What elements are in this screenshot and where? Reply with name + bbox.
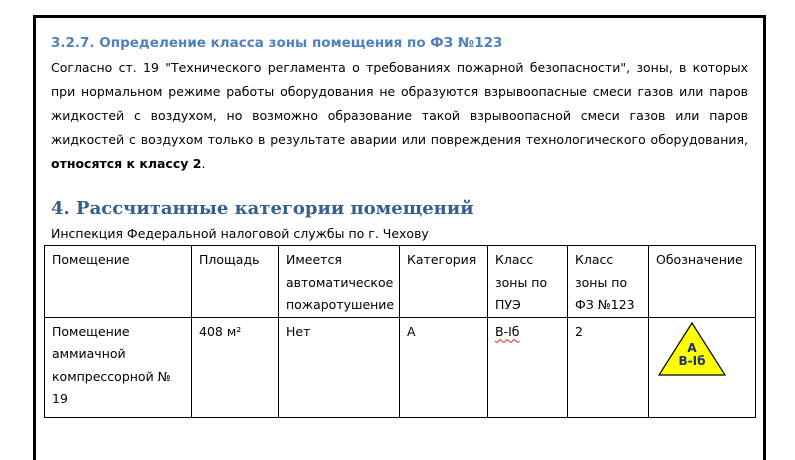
cell-area: 408 м²	[192, 317, 279, 417]
chapter-subtitle: Инспекция Федеральной налоговой службы по г. Чехову	[51, 226, 429, 241]
header-cell-area: Площадь	[192, 246, 279, 318]
hazard-triangle-sign	[657, 321, 727, 379]
header-cell-pue-class: Класс зоны по ПУЭ	[488, 246, 568, 318]
paragraph-text: Согласно ст. 19 "Технического регламента о требованиях пожарной безопасности", зоны, в которых при нормальном режиме работы оборудования не образуются взрывоопасные смеси газов или паров жидкостей с воздухом, но возможно образование такой взрывоопасной смеси газов или паров жидкостей с воздухом только в результате аварии или повреждения технологического оборудования,	[51, 60, 748, 147]
cell-category: А	[400, 317, 488, 417]
section-paragraph	[51, 56, 748, 176]
cell-pue-class	[488, 317, 568, 417]
pue-class-value: В-Iб	[495, 323, 520, 339]
cell-designation	[649, 317, 756, 417]
header-cell-category: Категория	[400, 246, 488, 318]
header-cell-auto-extinguish: Имеется автоматическое пожаротушение	[279, 246, 400, 318]
table-header-row	[45, 246, 756, 318]
header-cell-fz123-class: Класс зоны по ФЗ №123	[568, 246, 649, 318]
paragraph-end: .	[201, 156, 206, 171]
cell-auto-extinguish: Нет	[279, 317, 400, 417]
cell-room: Помещение аммиачной компрессорной № 19	[45, 317, 192, 417]
section-heading: 3.2.7. Определение класса зоны помещения по ФЗ №123	[51, 35, 503, 51]
header-cell-room: Помещение	[45, 246, 192, 318]
table-row	[45, 317, 756, 417]
categories-table	[44, 245, 756, 418]
paragraph-bold-text: относятся к классу 2	[51, 156, 202, 171]
sign-class-label: В-Iб	[678, 353, 706, 368]
chapter-heading: 4. Рассчитанные категории помещений	[51, 198, 474, 219]
cell-fz123-class: 2	[568, 317, 649, 417]
sign-category-label: А	[687, 340, 697, 355]
header-cell-designation: Обозначение	[649, 246, 756, 318]
